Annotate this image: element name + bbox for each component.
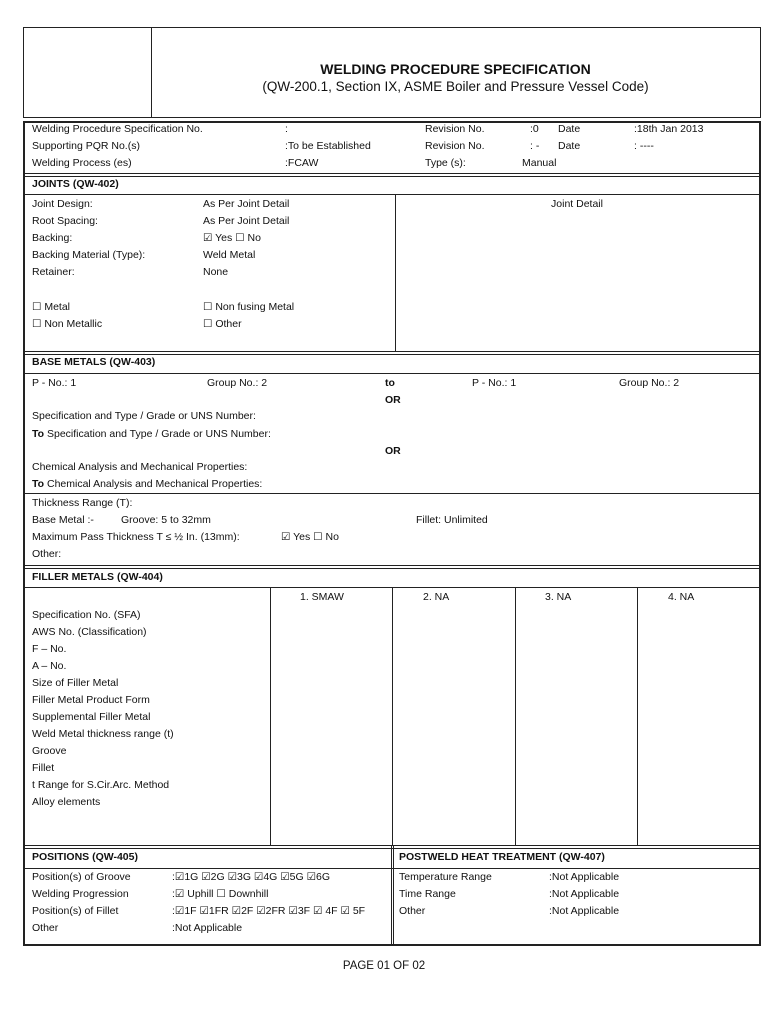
position-label: Position(s) of Fillet [32, 905, 119, 917]
fillet-range: Fillet: Unlimited [416, 514, 488, 526]
checkbox-non-metallic[interactable]: ☐ Non Metallic [32, 318, 103, 330]
filler-column-header: 1. SMAW [300, 591, 344, 603]
to-chem-label [32, 477, 262, 491]
checkbox-metal[interactable]: ☐ Metal [32, 301, 71, 313]
divider [23, 493, 761, 494]
pqr-label: Supporting PQR No.(s) [32, 140, 140, 152]
wps-value: : [285, 123, 288, 135]
to-spec-text: Specification and Type / Grade or UNS Number: [44, 428, 271, 440]
position-value[interactable]: :☑1G ☑2G ☑3G ☑4G ☑5G ☑6G [172, 871, 331, 883]
max-pass-label: Maximum Pass Thickness T ≤ ½ In. (13mm): [32, 531, 240, 543]
to-bold: To [32, 428, 45, 440]
filler-row-label: t Range for S.Cir.Arc. Method [32, 779, 170, 791]
filler-column-header: 4. NA [668, 591, 695, 603]
date-label: Date [558, 140, 581, 152]
type-label: Type (s): [425, 157, 466, 169]
divider [395, 194, 396, 351]
pwht-label: Temperature Range [399, 871, 492, 883]
to-bold: To [32, 478, 45, 490]
pwht-value: :Not Applicable [549, 871, 620, 883]
base-metals-heading: BASE METALS (QW-403) [32, 356, 156, 368]
joints-heading: JOINTS (QW-402) [32, 178, 119, 190]
joint-row-value: None [203, 266, 229, 278]
divider [515, 587, 516, 845]
revision-label: Revision No. [425, 140, 485, 152]
pwht-label: Time Range [399, 888, 456, 900]
wps-label: Welding Procedure Specification No. [32, 123, 203, 135]
backing-checkboxes[interactable]: ☑ Yes ☐ No [203, 232, 261, 244]
date-value: :18th Jan 2013 [634, 123, 704, 135]
group-no-1: Group No.: 2 [207, 377, 268, 389]
pwht-label: Other [399, 905, 426, 917]
groove-range: Groove: 5 to 32mm [121, 514, 211, 526]
p-no-2: P - No.: 1 [472, 377, 517, 389]
filler-row-label: Alloy elements [32, 796, 101, 808]
positions-heading: POSITIONS (QW-405) [32, 851, 138, 863]
spec-label: Specification and Type / Grade or UNS Number: [32, 410, 256, 422]
date-label: Date [558, 123, 581, 135]
pwht-value: :Not Applicable [549, 888, 620, 900]
revision-value: :0 [530, 123, 539, 135]
filler-row-label: F – No. [32, 643, 67, 655]
filler-metals-heading: FILLER METALS (QW-404) [32, 571, 163, 583]
filler-row-label: Weld Metal thickness range (t) [32, 728, 174, 740]
checkbox-non-fusing-metal[interactable]: ☐ Non fusing Metal [203, 301, 295, 313]
max-pass-checkboxes[interactable]: ☑ Yes ☐ No [281, 531, 339, 543]
type-value: Manual [522, 157, 557, 169]
to-chem-text: Chemical Analysis and Mechanical Properties: [44, 478, 263, 490]
pqr-value: :To be Established [285, 140, 371, 152]
checkbox-other[interactable]: ☐ Other [203, 318, 242, 330]
revision-label: Revision No. [425, 123, 485, 135]
or-label: OR [385, 445, 401, 457]
position-value: :Not Applicable [172, 922, 243, 934]
joint-row-value: As Per Joint Detail [203, 198, 290, 210]
revision-value: : - [530, 140, 540, 152]
position-label: Other [32, 922, 59, 934]
filler-column-header: 2. NA [423, 591, 450, 603]
joint-row-label: Backing: [32, 232, 73, 244]
joint-row-label: Joint Design: [32, 198, 93, 210]
chem-label: Chemical Analysis and Mechanical Properties: [32, 461, 248, 473]
filler-row-label: Specification No. (SFA) [32, 609, 141, 621]
base-metal-label: Base Metal :- [32, 514, 94, 526]
joint-row-value: Weld Metal [203, 249, 256, 261]
divider [392, 587, 393, 845]
pwht-value: :Not Applicable [549, 905, 620, 917]
filler-row-label: Supplemental Filler Metal [32, 711, 151, 723]
joint-row-label: Root Spacing: [32, 215, 98, 227]
pwht-heading: POSTWELD HEAT TREATMENT (QW-407) [399, 851, 605, 863]
other-label: Other: [32, 548, 62, 560]
joint-detail-label: Joint Detail [551, 198, 603, 210]
position-value[interactable]: :☑ Uphill ☐ Downhill [172, 888, 269, 900]
divider [637, 587, 638, 845]
divider [23, 565, 761, 569]
process-value: :FCAW [285, 157, 319, 169]
filler-row-label: Filler Metal Product Form [32, 694, 150, 706]
divider [270, 587, 271, 845]
divider [23, 194, 761, 195]
divider [23, 173, 761, 177]
to-label: to [385, 377, 395, 389]
position-label: Welding Progression [32, 888, 129, 900]
or-label: OR [385, 394, 401, 406]
group-no-2: Group No.: 2 [619, 377, 680, 389]
date-value: : ---- [634, 140, 654, 152]
document-title: WELDING PROCEDURE SPECIFICATION [320, 61, 591, 77]
filler-row-label: Fillet [32, 762, 55, 774]
filler-row-label: Size of Filler Metal [32, 677, 119, 689]
filler-row-label: A – No. [32, 660, 67, 672]
divider [23, 373, 761, 374]
joint-row-value: As Per Joint Detail [203, 215, 290, 227]
to-spec-label [32, 427, 271, 441]
process-label: Welding Process (es) [32, 157, 132, 169]
joint-row-label: Retainer: [32, 266, 75, 278]
filler-column-header: 3. NA [545, 591, 572, 603]
filler-row-label: Groove [32, 745, 67, 757]
filler-row-label: AWS No. (Classification) [32, 626, 147, 638]
position-value[interactable]: :☑1F ☑1FR ☑2F ☑2FR ☑3F ☑ 4F ☑ 5F [172, 905, 366, 917]
page-number: PAGE 01 OF 02 [342, 960, 426, 972]
p-no-1: P - No.: 1 [32, 377, 77, 389]
position-label: Position(s) of Groove [32, 871, 131, 883]
thickness-label: Thickness Range (T): [32, 497, 133, 509]
joint-row-label: Backing Material (Type): [32, 249, 146, 261]
divider [391, 845, 394, 945]
document-subtitle: (QW-200.1, Section IX, ASME Boiler and Pressure Vessel Code) [262, 79, 649, 94]
